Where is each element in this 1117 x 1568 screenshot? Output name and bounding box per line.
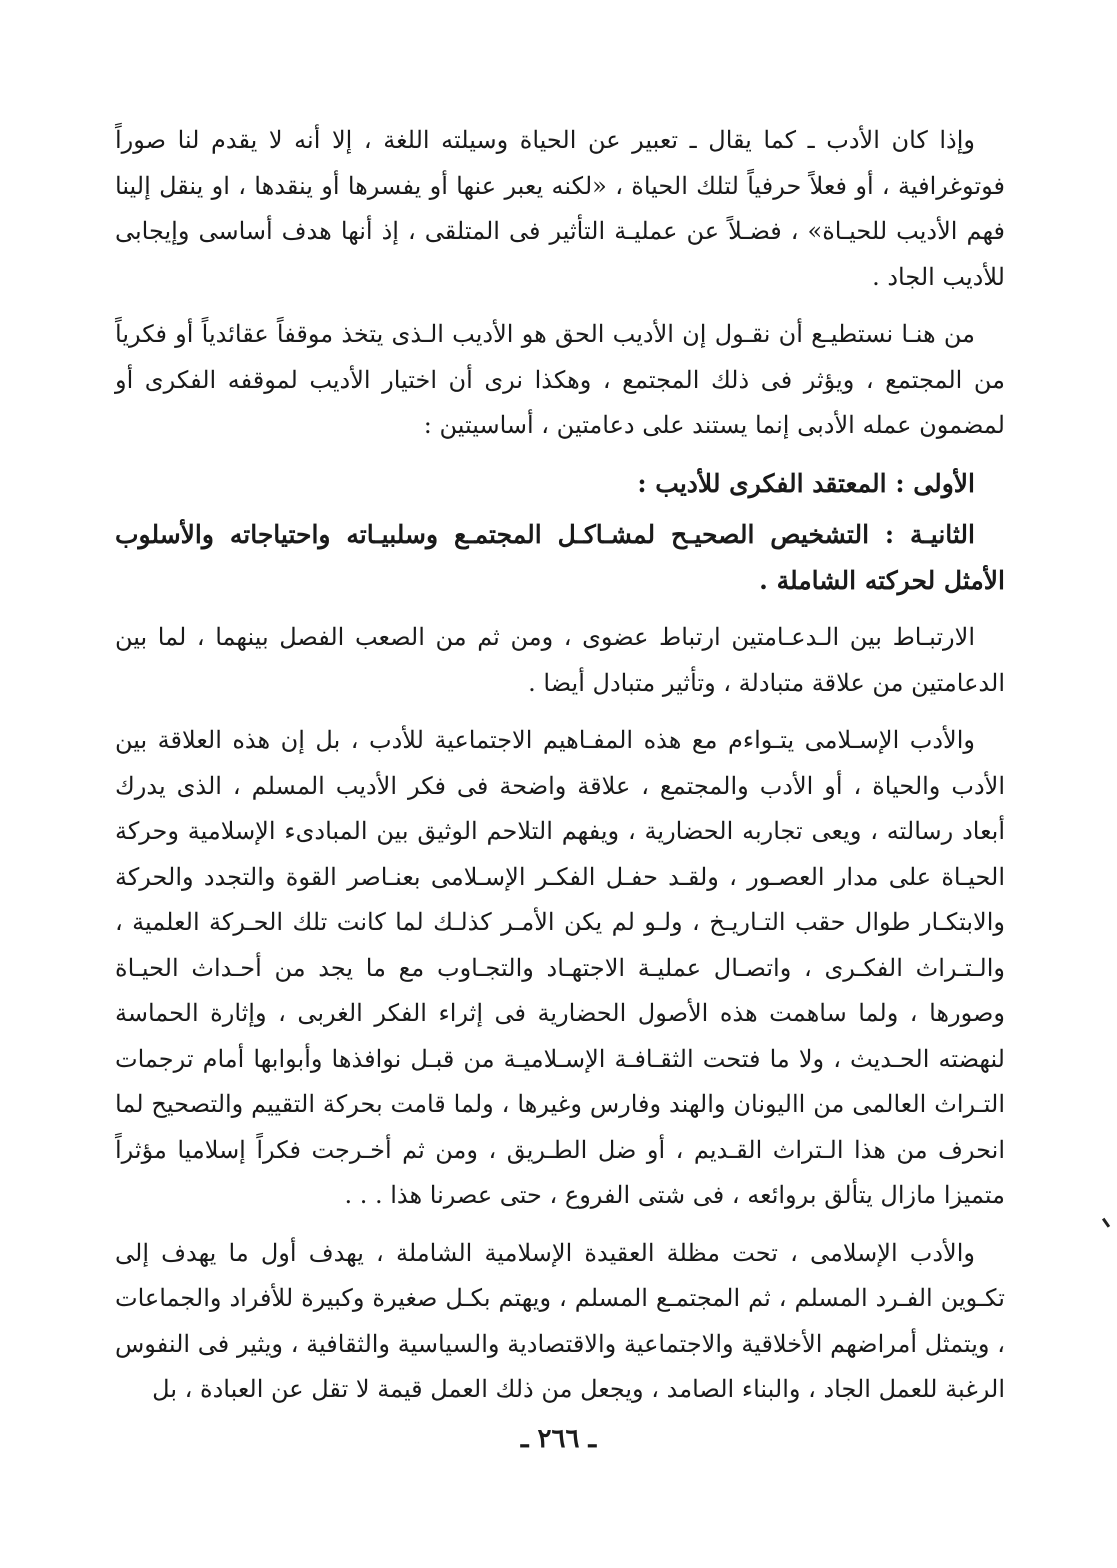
paragraph-1: وإذا كان الأدب ـ كما يقال ـ تعبير عن الحياة وسيلته اللغة ، إلا أنه لا يقدم لنا صوراً فوتوغرافية ، أو فعلاً حرفياً لتلك الحياة ، «لكنه يعبر عنها أو يفسرها أو ينقدها ، او ينقل إلينا فهم الأديب للحيـاة» ، فضـلاً عن عمليـة التأثير فى المتلقى ، إذ أنها هدف أساسى وإيجابى للأديب الجاد . <box>115 126 1005 291</box>
scan-mark <box>1102 1214 1115 1227</box>
paragraph-4: والأدب الإسـلامى يتـواءم مع هذه المفـاهيم الاجتماعية للأدب ، بل إن هذه العلاقة بين الأدب والحياة ، أو الأدب والمجتمع ، علاقة واضحة فى فكر الأديب المسلم ، الذى يدرك أبعاد رسالته ، ويعى تجاربه الحضارية ، ويفهم التلاحم الوثيق بين المبادىء الإسلامية وحركة الحيـاة على مدار العصـور ، ولقـد حفـل الفكـر الإسـلامى بعنـاصر القوة والتجدد والحركة والابتكـار طوال حقب التـاريـخ ، ولـو لم يكن الأمـر كذلـك لما كانت تلك الحـركة العلمية ، والـتـراث الفكـرى ، واتصـال عمليـة الاجتهـاد والتجـاوب مع ما يجد من أحـداث الحيـاة وصورها ، ولما ساهمت هذه الأصول الحضارية فى إثراء الفكر الغربى ، وإثارة الحماسة لنهضته الحـديث ، ولا ما فتحت الثقـافـة الإسـلاميـة من قبـل نوافذها وأبوابها أمام ترجمات التـراث العالمى من االيونان والهند وفارس وغيرها ، ولما قامت بحركة التقييم والتصحيح لما انحرف من هذا الـتراث القـديم ، أو ضل الطـريق ، ومن ثم أخـرجت فكراً إسلاميا مؤثراً متميزا مازال يتألق بروائعه ، فى شتى الفروع ، حتى عصرنا هذا . . . <box>115 726 1005 1209</box>
paragraph-second-pillar: الثانيـة : التشخيص الصحيـح لمشـاكـل المجتمـع وسلبيـاته واحتياجاته والأسلوب الأمثل لحركته الشاملة . <box>115 520 1005 595</box>
paragraph-5: والأدب الإسلامى ، تحت مظلة العقيدة الإسلامية الشاملة ، يهدف أول ما يهدف إلى تكـوين الفـرد المسلم ، ثم المجتمـع المسلم ، ويهتم بكـل صغيرة وكبيرة للأفراد والجماعات ، ويتمثل أمراضهم الأخلاقية والاجتماعية والاقتصادية والسياسية والثقافية ، ويثير فى النفوس الرغبة للعمل الجاد ، والبناء الصامد ، ويجعل من ذلك العمل قيمة لا تقل عن العبادة ، بل <box>115 1238 1005 1403</box>
page-number: ـ ٢٦٦ ـ <box>520 1424 597 1454</box>
paragraph-2: من هنـا نستطيـع أن نقـول إن الأديب الحق هو الأديب الـذى يتخذ موقفاً عقائدياً أو فكرياً من المجتمع ، ويؤثر فى ذلك المجتمع ، وهكذا نرى أن اختيار الأديب لموقفه الفكرى أو لمضمون عمله الأدبى إنما يستند على دعامتين ، أساسيتين : <box>115 320 1005 439</box>
paragraph-first-pillar: الأولى : المعتقد الفكرى للأديب : <box>637 468 975 498</box>
paragraph-3: الارتبـاط بين الـدعـامتين ارتباط عضوى ، ومن ثم من الصعب الفصل بينهما ، لما بين الدعامتين من علاقة متبادلة ، وتأثير متبادل أيضا . <box>115 623 1005 697</box>
body-text <box>115 118 1005 1425</box>
